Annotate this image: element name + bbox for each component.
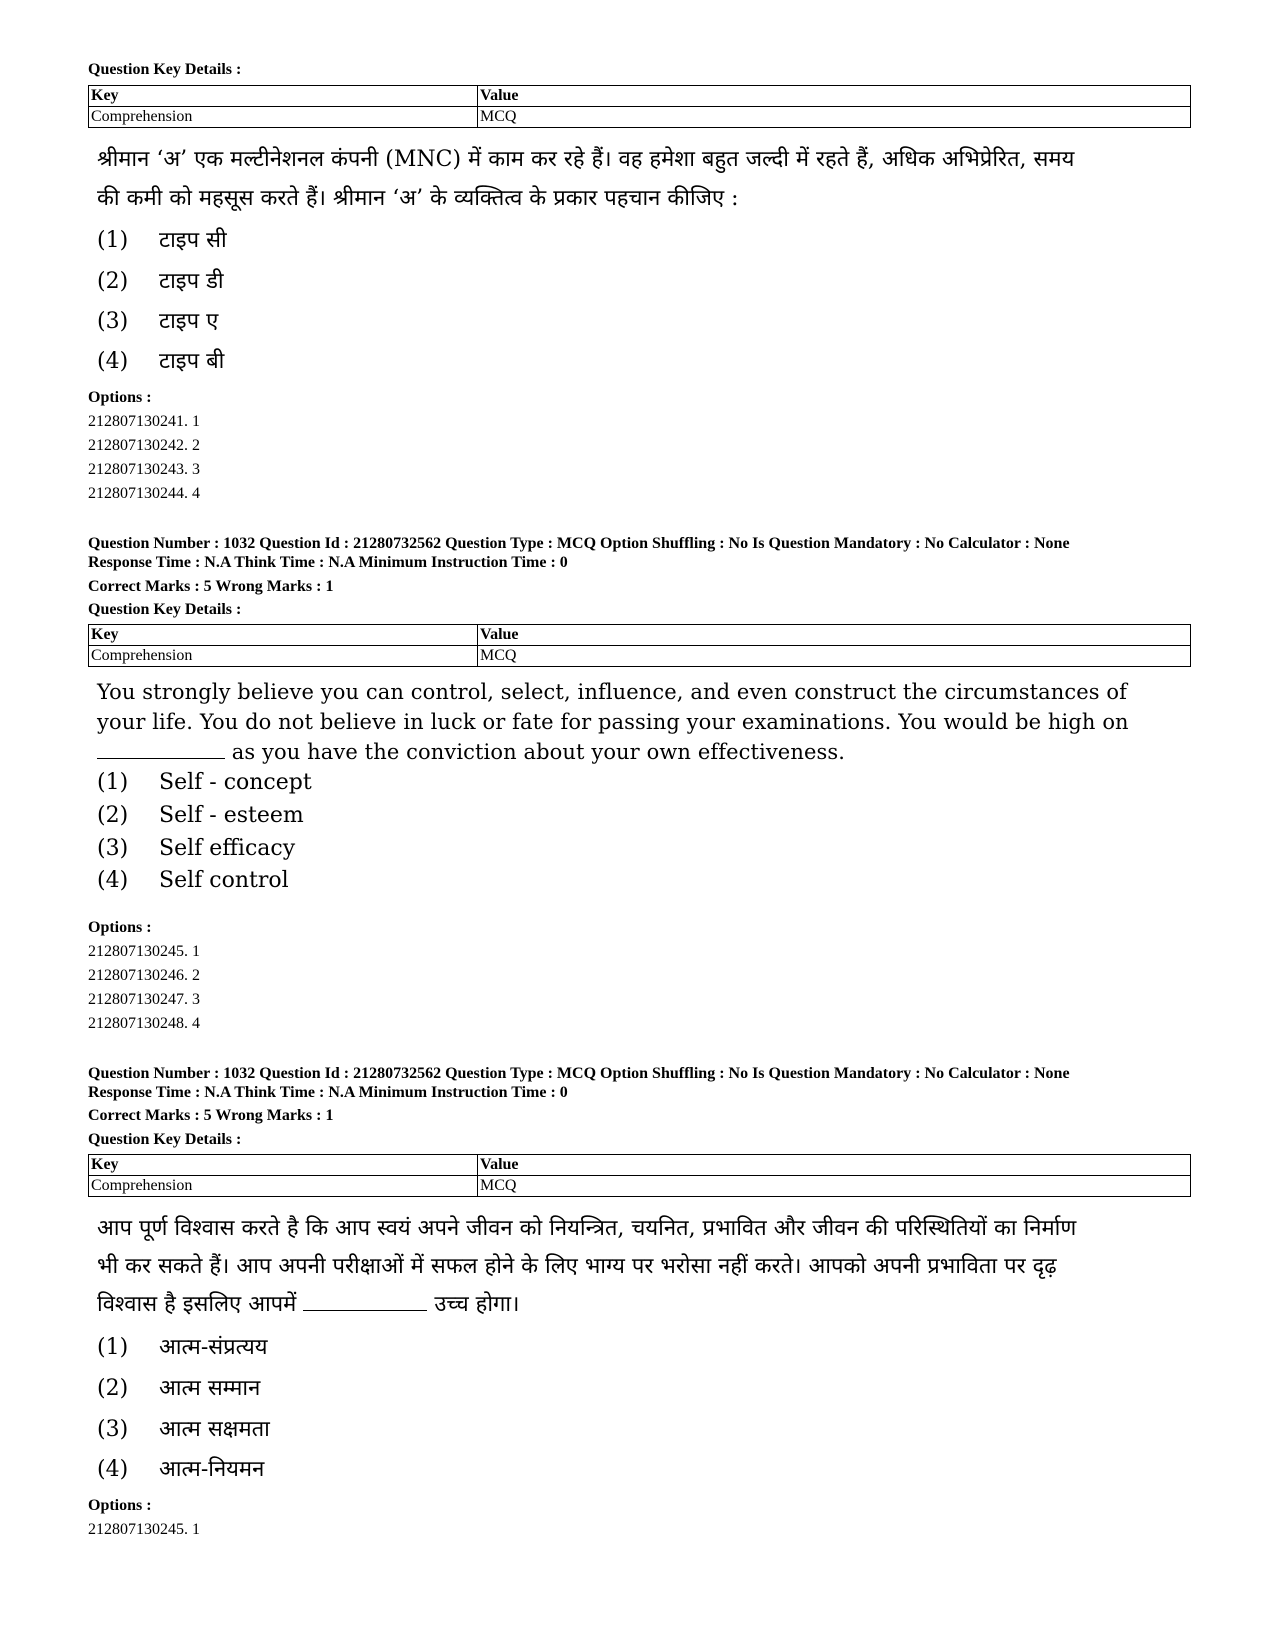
key-cell: Comprehension	[89, 646, 478, 667]
key-header: Key	[89, 86, 478, 107]
list-item: 212807130244. 4	[88, 485, 200, 502]
table-header-row	[89, 1155, 1191, 1176]
choice-4	[97, 345, 224, 375]
choice-1	[97, 1331, 268, 1361]
choice-number: (4)	[97, 868, 129, 893]
choice-text: Self - concept	[159, 770, 312, 795]
choice-number: (4)	[97, 349, 129, 374]
choice-text: आत्म सम्मान	[159, 1376, 261, 1401]
list-item: 212807130246. 2	[88, 967, 200, 984]
key-header: Key	[89, 1155, 478, 1176]
list-item: 212807130248. 4	[88, 1015, 200, 1032]
choice-number: (4)	[97, 1457, 129, 1482]
choice-2	[97, 803, 304, 828]
question-line: You strongly believe you can control, select, influence, and even construct the circumstances of	[97, 680, 1128, 704]
question-text	[97, 140, 1074, 218]
choice-1	[97, 224, 227, 254]
marks-line: Correct Marks : 5 Wrong Marks : 1	[88, 578, 334, 595]
choice-number: (2)	[97, 803, 129, 828]
question-line: भी कर सकते हैं। आप अपनी परीक्षाओं में सफल होने के लिए भाग्य पर भरोसा नहीं करते। आपको अपनी प्रभाविता पर दृढ़	[97, 1254, 1057, 1279]
options-label: Options :	[88, 1497, 152, 1514]
choice-text: टाइप डी	[159, 269, 224, 294]
choice-1	[97, 770, 312, 795]
choice-3	[97, 305, 218, 335]
question-key-details-label: Question Key Details :	[88, 601, 242, 618]
table-row	[89, 646, 1191, 667]
options-label: Options :	[88, 919, 152, 936]
question-line-text: विश्वास है इसलिए आपमें	[97, 1292, 297, 1317]
choice-3	[97, 1413, 270, 1443]
choice-number: (3)	[97, 1417, 129, 1442]
question-text	[97, 677, 1129, 767]
choice-text: आत्म-नियमन	[159, 1457, 265, 1482]
value-header: Value	[478, 86, 1191, 107]
table-row	[89, 1176, 1191, 1197]
list-item: 212807130245. 1	[88, 1521, 200, 1538]
choice-4	[97, 868, 289, 893]
question-line: आप पूर्ण विश्वास करते है कि आप स्वयं अपने जीवन को नियन्त्रित, चयनित, प्रभावित और जीवन की परिस्थितियों का निर्माण	[97, 1216, 1077, 1241]
marks-line: Correct Marks : 5 Wrong Marks : 1	[88, 1107, 334, 1124]
list-item: 212807130241. 1	[88, 413, 200, 430]
question-line-text: उच्च होगा।	[434, 1292, 520, 1317]
question-key-details-label: Question Key Details :	[88, 1131, 242, 1148]
question-meta-line: Question Number : 1032 Question Id : 21280732562 Question Type : MCQ Option Shuffling : No Is Question Mandatory : No Calculator : None	[88, 1065, 1070, 1082]
choice-number: (2)	[97, 269, 129, 294]
choice-text: Self efficacy	[159, 836, 296, 861]
question-meta-line: Response Time : N.A Think Time : N.A Minimum Instruction Time : 0	[88, 554, 568, 571]
question-meta-line: Question Number : 1032 Question Id : 21280732562 Question Type : MCQ Option Shuffling : No Is Question Mandatory : No Calculator : None	[88, 535, 1070, 552]
key-cell: Comprehension	[89, 1176, 478, 1197]
choice-4	[97, 1453, 264, 1483]
options-label: Options :	[88, 389, 152, 406]
choice-text: आत्म-संप्रत्यय	[159, 1335, 268, 1360]
choice-number: (1)	[97, 1335, 129, 1360]
question-line	[97, 737, 1129, 767]
question-meta-line: Response Time : N.A Think Time : N.A Minimum Instruction Time : 0	[88, 1084, 568, 1101]
value-cell: MCQ	[478, 107, 1191, 128]
choice-number: (2)	[97, 1376, 129, 1401]
question-line-text: as you have the conviction about your own effectiveness.	[231, 740, 846, 764]
choice-text: टाइप सी	[159, 228, 227, 253]
choice-number: (1)	[97, 770, 129, 795]
options-list	[88, 410, 200, 506]
choice-text: आत्म सक्षमता	[159, 1417, 270, 1442]
list-item: 212807130243. 3	[88, 461, 200, 478]
value-cell: MCQ	[478, 646, 1191, 667]
question-line: की कमी को महसूस करते हैं। श्रीमान ‘अ’ के व्यक्तित्व के प्रकार पहचान कीजिए :	[97, 186, 739, 211]
list-item: 212807130247. 3	[88, 991, 200, 1008]
choice-number: (3)	[97, 309, 129, 334]
options-list	[88, 1518, 200, 1542]
choice-2	[97, 1372, 260, 1402]
list-item: 212807130242. 2	[88, 437, 200, 454]
answer-blank	[97, 757, 225, 759]
choice-number: (3)	[97, 836, 129, 861]
key-value-table	[88, 1154, 1191, 1197]
question-text	[97, 1210, 1076, 1324]
question-line: श्रीमान ‘अ’ एक मल्टीनेशनल कंपनी (MNC) में काम कर रहे हैं। वह हमेशा बहुत जल्दी में रहते हैं, अधिक अभिप्रेरित, समय	[97, 147, 1075, 172]
options-list	[88, 940, 200, 1036]
key-header: Key	[89, 625, 478, 646]
table-header-row	[89, 86, 1191, 107]
key-cell: Comprehension	[89, 107, 478, 128]
choice-text: टाइप ए	[159, 309, 219, 334]
question-line: your life. You do not believe in luck or fate for passing your examinations. You would be high on	[97, 710, 1129, 734]
choice-number: (1)	[97, 228, 129, 253]
value-header: Value	[478, 625, 1191, 646]
choice-text: टाइप बी	[159, 349, 225, 374]
table-row	[89, 107, 1191, 128]
key-value-table	[88, 624, 1191, 667]
value-header: Value	[478, 1155, 1191, 1176]
answer-blank	[303, 1309, 427, 1311]
choice-text: Self control	[159, 868, 289, 893]
question-line	[97, 1286, 1076, 1324]
list-item: 212807130245. 1	[88, 943, 200, 960]
key-value-table	[88, 85, 1191, 128]
choice-text: Self - esteem	[159, 803, 304, 828]
question-key-details-label: Question Key Details :	[88, 61, 242, 78]
value-cell: MCQ	[478, 1176, 1191, 1197]
choice-2	[97, 265, 224, 295]
table-header-row	[89, 625, 1191, 646]
choice-3	[97, 836, 295, 861]
